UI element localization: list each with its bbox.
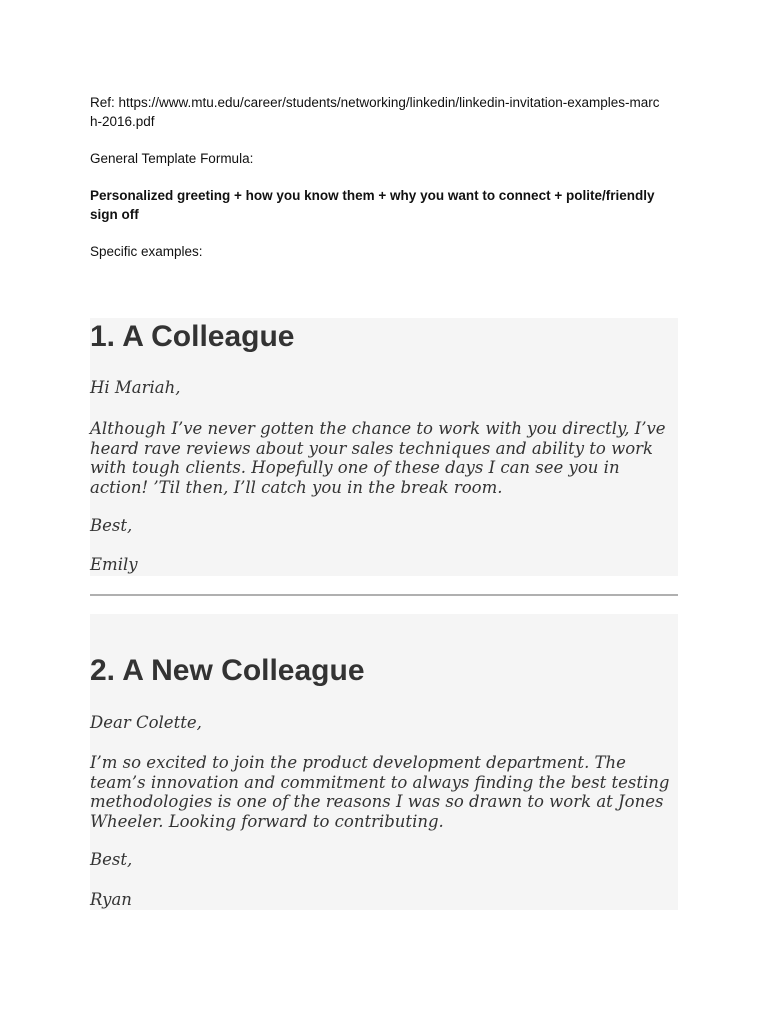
example-body: I’m so excited to join the product development department. The team’s innovation and commitment to always finding the best testing methodologies is one of the reasons I was so drawn to work at Jones Wheeler. Looking forward to contributing. bbox=[90, 753, 670, 832]
example-greeting: Dear Colette, bbox=[90, 713, 202, 732]
template-formula: Personalized greeting + how you know them + why you want to connect + polite/friendly sign off bbox=[90, 188, 655, 222]
section-divider bbox=[90, 594, 678, 596]
example-signature: Ryan bbox=[90, 890, 132, 909]
example-body: Although I’ve never gotten the chance to work with you directly, I’ve heard rave reviews about your sales techniques and ability to work with tough clients. Hopefully one of these days I can see you in action! ’Til then, I’ll catch you in the break room. bbox=[90, 419, 666, 498]
example-greeting: Hi Mariah, bbox=[90, 378, 181, 397]
example-title: 2. A New Colleague bbox=[90, 654, 365, 687]
example-closing: Best, bbox=[90, 516, 133, 535]
example-signature: Emily bbox=[90, 555, 138, 574]
formula-label: General Template Formula: bbox=[90, 151, 254, 166]
example-title: 1. A Colleague bbox=[90, 320, 295, 353]
example-card-new-colleague bbox=[90, 614, 678, 910]
specific-examples-label: Specific examples: bbox=[90, 244, 203, 259]
reference-link-text: Ref: https://www.mtu.edu/career/students/networking/linkedin/linkedin-invitation-examples-march-2016.pdf bbox=[90, 95, 660, 129]
example-card-colleague bbox=[90, 318, 678, 576]
example-closing: Best, bbox=[90, 850, 133, 869]
